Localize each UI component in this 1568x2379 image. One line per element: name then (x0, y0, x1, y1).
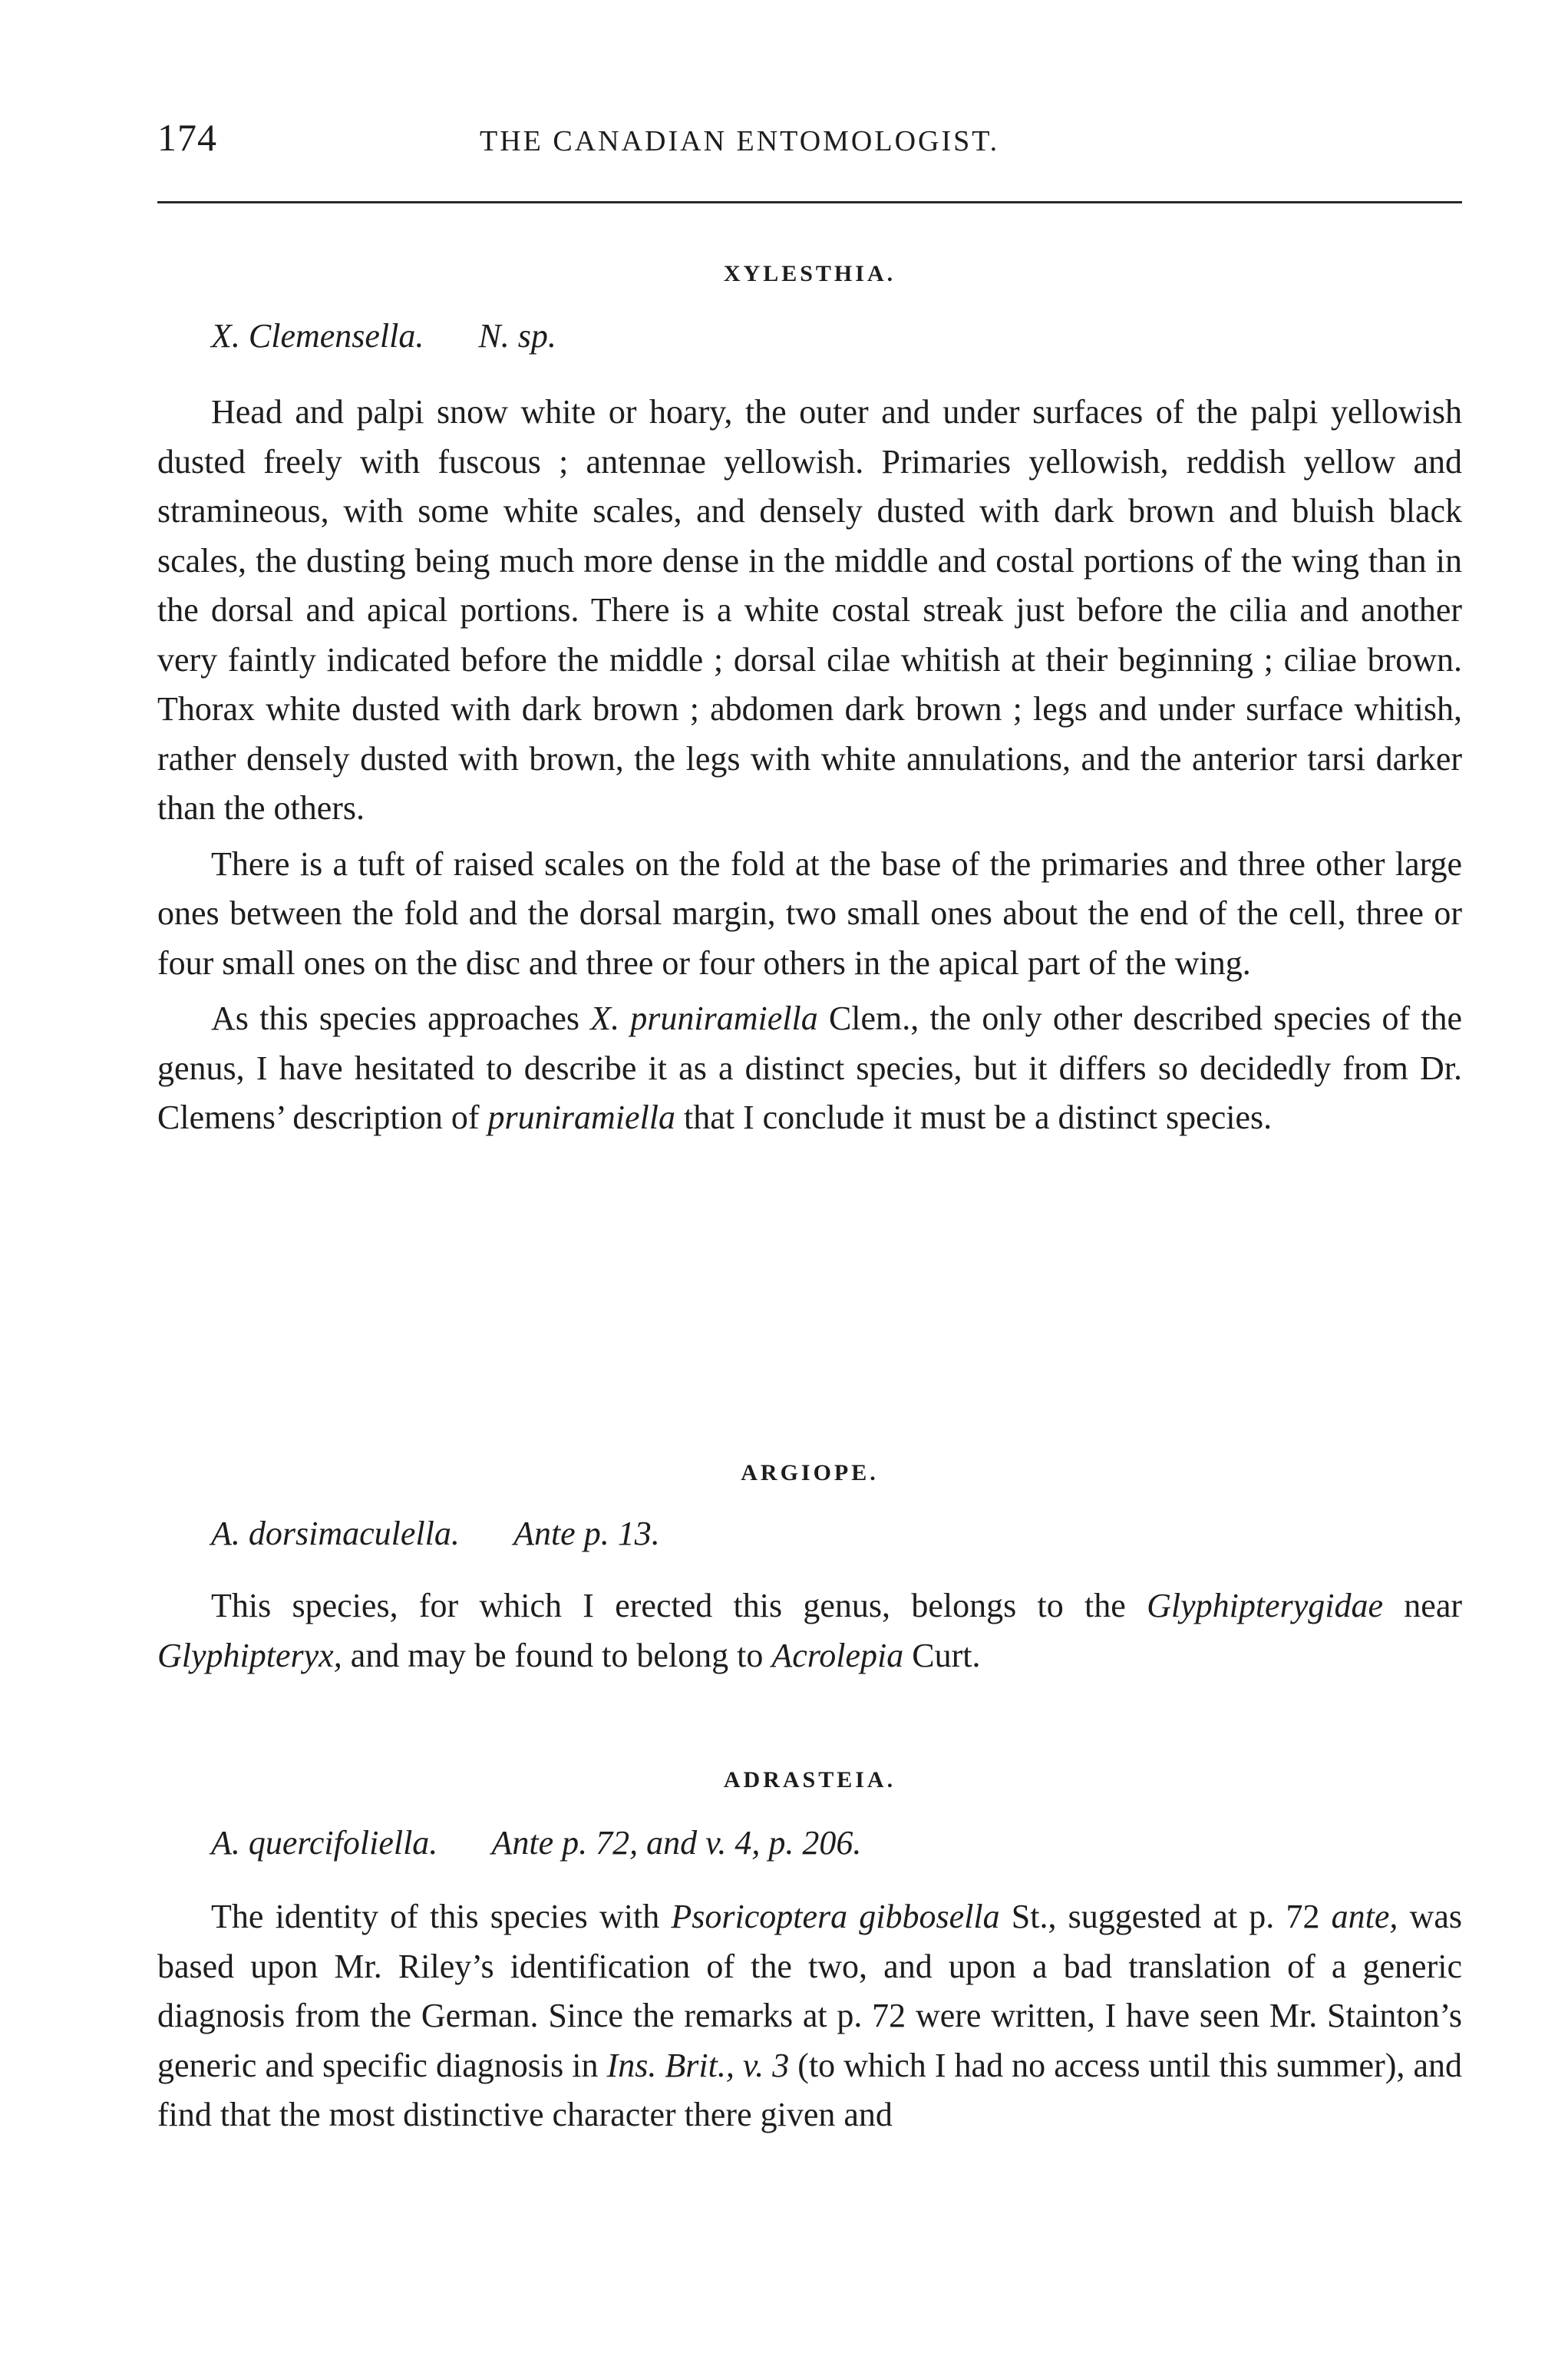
species-name: X. Clemensella. (211, 317, 424, 355)
page-header (157, 115, 1462, 177)
section-body-xylesthia (157, 388, 1462, 1143)
species-note: Ante p. 72, and v. 4, p. 206. (491, 1824, 862, 1862)
page-number: 174 (157, 116, 217, 159)
paragraph (157, 1892, 1462, 2140)
running-title: THE CANADIAN ENTOMOLOGIST. (480, 125, 1000, 157)
species-line-quercifoliella (157, 1823, 907, 1862)
section-heading-xylesthia: XYLESTHIA. (723, 261, 896, 286)
text-run: and may be found to belong to (350, 1636, 764, 1674)
species-note: N. sp. (478, 317, 556, 355)
section-body-adrasteia (157, 1892, 1462, 2140)
taxon-name: pruniramiella (487, 1099, 675, 1136)
text-run: (to which I had no access until this summer), and find that the most distinctive character there given and (157, 2046, 1462, 2133)
citation-ins-brit: Ins. Brit., v. 3 (606, 2046, 790, 2084)
species-name: A. quercifoliella. (211, 1824, 438, 1862)
species-name: A. dorsimaculella. (211, 1515, 460, 1552)
taxon-name: X. pruniramiella (590, 1000, 818, 1037)
citation-ante: ante, (1331, 1898, 1398, 1935)
section-heading-argiope: ARGIOPE. (741, 1460, 879, 1485)
paragraph (157, 1581, 1462, 1680)
paragraph: Head and palpi snow white or hoary, the outer and under surfaces of the palpi yellowish dusted freely with fuscous ; antennae yellowish. Primaries yellowish, reddish yellow and stramineous, with some white scales, and densely dusted with dark brown and bluish black scales, the dusting being much more dense in the middle and costal portions of the wing than in the dorsal and apical portions. There is a white costal streak just before the cilia and another very faintly indicated before the middle ; dorsal cilae whitish at their beginning ; ciliae brown. Thorax white dusted with dark brown ; abdomen dark brown ; legs and under surface whitish, rather densely dusted with brown, the legs with white annulations, and the anterior tarsi darker than the others. (157, 393, 1462, 827)
text-run: The identity of this species with (211, 1898, 660, 1935)
text-run: As this species approaches (211, 1000, 579, 1037)
paragraph (157, 994, 1462, 1143)
species-note: Ante p. 13. (513, 1515, 660, 1552)
species-line-dorsimaculella (157, 1514, 706, 1553)
taxon-name: Glyphipterygidae (1147, 1587, 1383, 1624)
section-heading-adrasteia: ADRASTEIA. (723, 1767, 896, 1793)
taxon-name: Psoricoptera gibbosella (671, 1898, 1000, 1935)
header-rule (157, 201, 1462, 203)
text-run: near (1404, 1587, 1463, 1624)
taxon-name: Acrolepia (771, 1636, 904, 1674)
text-run: Clem., the only other described species of the genus, I have hesitated to describe it as a distinct species, but it differs so decidedly from Dr. Clemens’ description of (157, 1000, 1463, 1136)
text-run: was based upon Mr. Riley’s identification of the two, and upon a bad translation of a generic diagnosis from the German. Since the remarks at p. 72 were written, I have seen Mr. Stainton’s generic and specific diagnosis in (157, 1898, 1463, 2084)
page (157, 115, 1463, 2133)
text-run: Curt. (912, 1636, 981, 1674)
text-run: that I conclude it must be a distinct species. (683, 1099, 1273, 1136)
text-run: This species, for which I erected this genus, belongs to the (211, 1587, 1126, 1624)
text-run: St., suggested at p. 72 (1011, 1898, 1320, 1935)
taxon-name: Glyphipteryx, (157, 1636, 342, 1674)
species-line-clemensella (157, 316, 602, 355)
paragraph: There is a tuft of raised scales on the fold at the base of the primaries and three other large ones between the fold and the dorsal margin, two small ones about the end of the cell, three or four small ones on the disc and three or four others in the apical part of the wing. (157, 844, 1462, 982)
section-body-argiope (157, 1581, 1462, 1680)
